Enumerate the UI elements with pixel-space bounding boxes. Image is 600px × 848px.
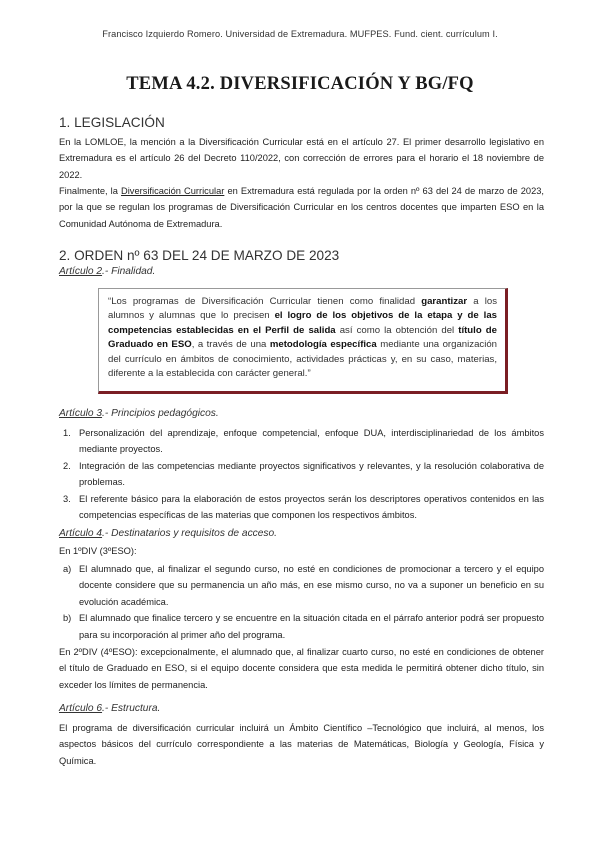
list-number: 3.: [63, 493, 71, 504]
quote-bold: el logro de los objetivos de la etapa y de las competencias establecidas en el Perfil de salida: [108, 310, 497, 336]
p2-suffix: en Extremadura está regulada por la orden nº 63 del 24 de marzo de 2023, por la que se regulan los programas de Diversificación Curricular en los centros docentes que imparten ESO en la Comunidad Autónoma de Extremadura.: [59, 186, 544, 229]
second-div-paragraph: En 2ºDIV (4ºESO): excepcionalmente, el alumnado que, al finalizar cuarto curso, no esté en condiciones de obtener el título de Graduado en ESO, si el equipo docente considera que esta medida le permitirá obtener dicho título, sin exceder los límites de permanencia.: [59, 647, 544, 690]
quote-text: “Los programas de Diversificación Curricular tienen como finalidad: [108, 296, 422, 307]
quote-text: así como la obtención del: [335, 324, 459, 336]
list-item: [59, 491, 544, 524]
article-4-title: .- Destinatarios y requisitos de acceso.: [102, 528, 278, 539]
diversificacion-curricular-link[interactable]: Diversificación Curricular: [121, 186, 225, 196]
article-2-heading: [59, 266, 155, 277]
list-text: El referente básico para la elaboración de estos proyectos serán los descriptores operativos contenidos en las competencias específicas de las materias que componen los respectivos ámbitos.: [79, 493, 544, 521]
list-number: 1.: [63, 428, 71, 438]
first-div-label: En 1ºDIV (3ºESO):: [59, 546, 137, 556]
article-6-heading: [59, 703, 160, 714]
list-text: Integración de las competencias mediante proyectos significativos y relevantes, y la resolución colaborativa de problemas.: [79, 460, 544, 488]
quote-bold: garantizar: [421, 296, 468, 307]
quote-text: mediante una organización del currículo en ámbitos de conocimiento, actividades prácticas y, en su caso, materias, diferente a la establecida con carácter general.”: [108, 339, 497, 380]
list-text: El alumnado que finalice tercero y se encuentre en la situación citada en el párrafo anterior podrá ser propuesto para su incorporación al primer año del programa.: [79, 613, 544, 640]
article-2-label: Artículo 2: [59, 266, 103, 277]
section-orden-heading: 2. ORDEN nº 63 DEL 24 DE MARZO DE 2023: [59, 248, 340, 263]
article-3-label: Artículo 3: [59, 408, 103, 419]
article-4-label: Artículo 4: [59, 528, 103, 539]
article-6-title: .- Estructura.: [102, 703, 161, 714]
quote-text: , a través de una: [191, 339, 270, 351]
page-header: Francisco Izquierdo Romero. Universidad de Extremadura. MUFPES. Fund. cient. currículum I.: [102, 29, 498, 39]
quote-bold: título de Graduado en ESO: [108, 324, 497, 351]
article-6-paragraph: El programa de diversificación curricular incluirá un Ámbito Científico –Tecnológico que incluirá, al menos, los aspectos básicos del currículo correspondiente a las materias de Matemáticas, Biología y Geología, Física y Química.: [59, 723, 544, 766]
list-text: El alumnado que, al finalizar el segundo curso, no esté en condiciones de promocionar a tercero y el equipo docente considere que su permanencia un año más, en ese mismo curso, no va a suponer un beneficio en su evolución académica.: [79, 564, 544, 607]
article-3-title: .- Principios pedagógicos.: [102, 408, 219, 419]
article-4-list: [59, 561, 544, 643]
list-item: [59, 561, 544, 610]
list-number: 2.: [63, 460, 71, 471]
legislacion-paragraph-1: En la LOMLOE, la mención a la Diversificación Curricular está en el artículo 27. El primer desarrollo legislativo en Extremadura es el artículo 26 del Decreto 110/2022, con corrección de errores para el horario el 18 noviembre de 2022.: [59, 137, 544, 180]
quote-bold: metodología específica: [269, 339, 377, 351]
article-6-label: Artículo 6: [59, 703, 103, 714]
article-2-quote-box: [98, 288, 508, 394]
list-text: Personalización del aprendizaje, enfoque competencial, enfoque DUA, interdisciplinariedad de los ámbitos mediante proyectos.: [79, 428, 544, 455]
list-letter: a): [63, 564, 72, 574]
list-item: [59, 425, 544, 458]
article-3-list: [59, 425, 544, 523]
article-3-heading: [59, 408, 219, 419]
list-letter: b): [63, 613, 72, 624]
quote-text: a los alumnos y alumnas que lo precisen: [108, 296, 497, 322]
article-2-title: .- Finalidad.: [102, 266, 156, 277]
section-legislacion-heading: 1. LEGISLACIÓN: [59, 115, 165, 130]
list-item: [59, 610, 544, 643]
p2-prefix: Finalmente, la: [59, 186, 122, 196]
page-title: TEMA 4.2. DIVERSIFICACIÓN Y BG/FQ: [126, 74, 474, 94]
list-item: [59, 458, 544, 491]
article-4-heading: [59, 528, 277, 539]
legislacion-paragraph-2: [59, 183, 544, 232]
